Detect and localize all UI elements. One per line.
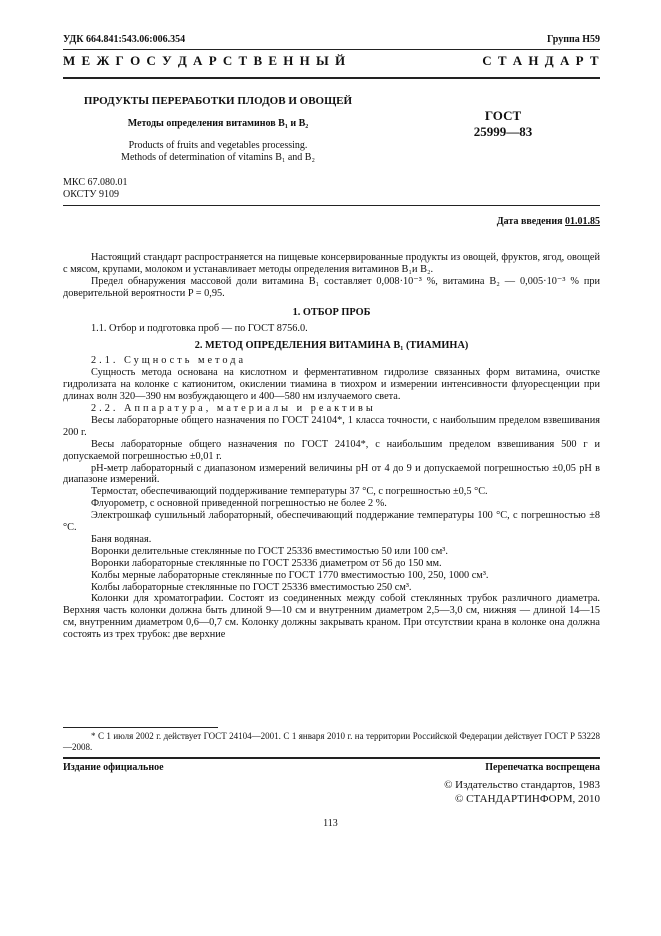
banner-interstate: М Е Ж Г О С У Д А Р С Т В Е Н Н Ы Й xyxy=(63,53,347,68)
copyright-2010: © СТАНДАРТИНФОРМ, 2010 xyxy=(455,793,600,805)
copyright-1983: © Издательство стандартов, 1983 xyxy=(444,779,600,791)
intro-paragraph-1: Настоящий стандарт распространяется на пищевые консервированные продукты из овощей, фруктов, ягод, овощей с мясом, крупами, молоком и устанавливает методы определения витаминов B₁и B₂. xyxy=(63,252,600,275)
group-code: Группа Н59 xyxy=(547,34,600,45)
standard-subtitle: Методы определения витаминов B₁ и B₂ xyxy=(127,118,309,129)
equipment-item: Термостат, обеспечивающий поддерживание температуры 37 °С, с погрешностью ±0,5 °С. xyxy=(91,486,488,498)
equipment-item: pH-метр лабораторный с диапазоном измерений величины pH от 4 до 9 и допускаемой погрешностью ±0,05 pH в диапазоне измерений. xyxy=(63,462,600,486)
intro-date-value: 01.01.85 xyxy=(565,216,600,227)
equipment-item: Воронки делительные стеклянные по ГОСТ 25336 вместимостью 50 или 100 см³. xyxy=(91,545,448,557)
english-title-line1: Products of fruits and vegetables processing. xyxy=(128,140,308,151)
english-title-line2: Methods of determination of vitamins B₁ and B₂ xyxy=(121,152,315,163)
clause-1-1: 1.1. Отбор и подготовка проб — по ГОСТ 8756.0. xyxy=(91,322,308,334)
footer-rule xyxy=(63,757,600,759)
official-edition: Издание официальное xyxy=(63,762,164,773)
title-block xyxy=(63,94,373,164)
equipment-item: Колбы лабораторные стеклянные по ГОСТ 25336 вместимостью 250 см³. xyxy=(91,581,412,593)
clause-2-1-title: 2.1. Сущность метода xyxy=(91,355,247,367)
header-rule-top xyxy=(63,49,600,50)
equipment-item: Колбы мерные лабораторные стеклянные по ГОСТ 1770 вместимостью 100, 250, 1000 см³. xyxy=(91,569,489,581)
copyright-block xyxy=(444,778,600,806)
header-rule-bottom xyxy=(63,77,600,79)
banner-standard: С Т А Н Д А Р Т xyxy=(482,53,600,68)
section-2-heading: 2. МЕТОД ОПРЕДЕЛЕНИЯ ВИТАМИНА B₁ (ТИАМИНА) xyxy=(194,340,469,352)
title-rule xyxy=(63,205,600,206)
footnote-rule xyxy=(63,727,218,728)
classification xyxy=(63,177,127,201)
udk-code: УДК 664.841:543.06:006.354 xyxy=(63,34,186,45)
intro-date-label: Дата введения xyxy=(496,216,563,227)
clause-2-2-title: 2.2. Аппаратура, материалы и реактивы xyxy=(91,402,376,414)
page-number: 113 xyxy=(323,818,338,829)
section-1-heading: 1. ОТБОР ПРОБ xyxy=(292,306,371,318)
gost-label: ГОСТ xyxy=(484,108,522,123)
footnote: * С 1 июля 2002 г. действует ГОСТ 24104—2001. С 1 января 2010 г. на территории Российской Федерации действует ГОСТ Р 53228—2008. xyxy=(63,731,600,752)
intro-paragraph-2: Предел обнаружения массовой доли витамина B₁ составляет 0,008·10⁻³ %, витамина B₂ — 0,005·10⁻³ % при доверительной вероятности P = 0,95. xyxy=(63,275,600,299)
body xyxy=(63,252,600,641)
intro-date xyxy=(497,216,600,228)
okstu-code: ОКСТУ 9109 xyxy=(63,189,120,200)
clause-2-1-text: Сущность метода основана на кислотном и ферментативном гидролизе связанных форм витамина, очистке гидролизата на колонке с катионитом, окислении тиамина в тиохром и измерении интенсивности флуоресценции при длинах волн 320—390 нм возбуждающего и 400—580 нм излучаемого света. xyxy=(63,367,600,403)
equipment-item: Колонки для хроматографии. Состоят из соединенных между собой стеклянных трубок различного диаметра. Верхняя часть колонки должна быть длиной 9—10 см и внутренним диаметром 2,5—3,0 см, нижняя — длиной 14—15 см, внутренним диаметром 0,6—0,7 см. Колонку должны закрывать краном. При отсутствии крана в колонке она должна состоять из трех трубок: две верхние xyxy=(63,593,600,641)
gost-number: 25999—83 xyxy=(473,124,533,139)
equipment-item: Весы лабораторные общего назначения по ГОСТ 24104*, 1 класса точности, с наибольшим пределом взвешивания 200 г. xyxy=(63,414,600,438)
standard-title: ПРОДУКТЫ ПЕРЕРАБОТКИ ПЛОДОВ И ОВОЩЕЙ xyxy=(83,95,353,107)
equipment-item: Флуорометр, с основной приведенной погрешностью не более 2 %. xyxy=(91,498,387,510)
equipment-item: Весы лабораторные общего назначения по ГОСТ 24104*, с наибольшим пределом взвешивания 500 г и допускаемой погрешностью ±0,01 г. xyxy=(63,438,600,462)
equipment-item: Воронки лабораторные стеклянные по ГОСТ 25336 диаметром от 56 до 150 мм. xyxy=(91,557,442,569)
reprint-notice: Перепечатка воспрещена xyxy=(485,762,600,773)
mks-code: МКС 67.080.01 xyxy=(63,177,128,188)
equipment-item: Электрошкаф сушильный лабораторный, обеспечивающий поддержание температуры 100 °С, с погрешностью ±8 °С. xyxy=(63,510,600,534)
gost-designation xyxy=(448,108,558,140)
equipment-item: Баня водяная. xyxy=(91,533,152,545)
